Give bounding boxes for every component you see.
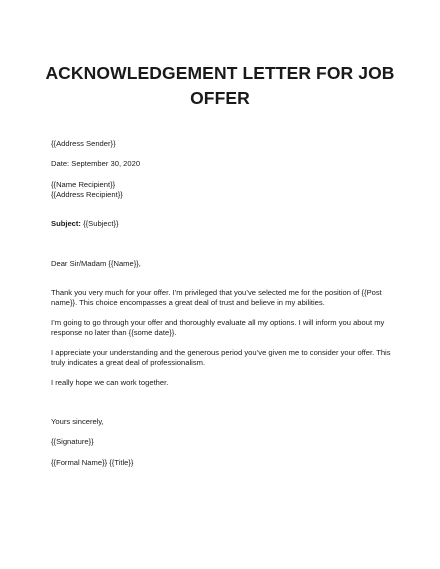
closing-salutation: Yours sincerely, bbox=[51, 417, 104, 426]
subject-line bbox=[51, 219, 119, 229]
recipient-address: {{Address Recipient}} bbox=[51, 190, 123, 199]
paragraph-2-line-1: I’m going to go through your offer and thoroughly evaluate all my options. I will inform you about my bbox=[51, 318, 385, 327]
formal-name-title: {{Formal Name}} {{Title}} bbox=[51, 458, 134, 467]
recipient-name: {{Name Recipient}} bbox=[51, 180, 116, 189]
paragraph-1-line-1: Thank you very much for your offer. I’m privileged that you’ve selected me for the position of {{Post bbox=[51, 288, 382, 297]
greeting: Dear Sir/Madam {{Name}}, bbox=[51, 259, 141, 268]
paragraph-3-line-2: truly indicates a great deal of professionalism. bbox=[51, 358, 206, 367]
document-title bbox=[40, 61, 400, 111]
subject-value: {{Subject}} bbox=[80, 219, 119, 228]
letter-date: Date: September 30, 2020 bbox=[51, 159, 141, 168]
subject-label: Subject: bbox=[51, 219, 81, 228]
paragraph-3-line-1: I appreciate your understanding and the generous period you’ve given me to consider your offer. This bbox=[51, 348, 391, 357]
paragraph-4-line-1: I really hope we can work together. bbox=[51, 378, 169, 387]
paragraph-2-line-2: response no later than {{some date}}. bbox=[51, 328, 177, 337]
paragraph-1-line-2: name}}. This choice encompasses a great deal of trust and believe in my abilities. bbox=[51, 298, 325, 307]
signature-placeholder: {{Signature}} bbox=[51, 437, 94, 446]
title-line-2: OFFER bbox=[190, 88, 250, 108]
title-line-1: ACKNOWLEDGEMENT LETTER FOR JOB bbox=[45, 63, 395, 83]
sender-address: {{Address Sender}} bbox=[51, 139, 116, 148]
